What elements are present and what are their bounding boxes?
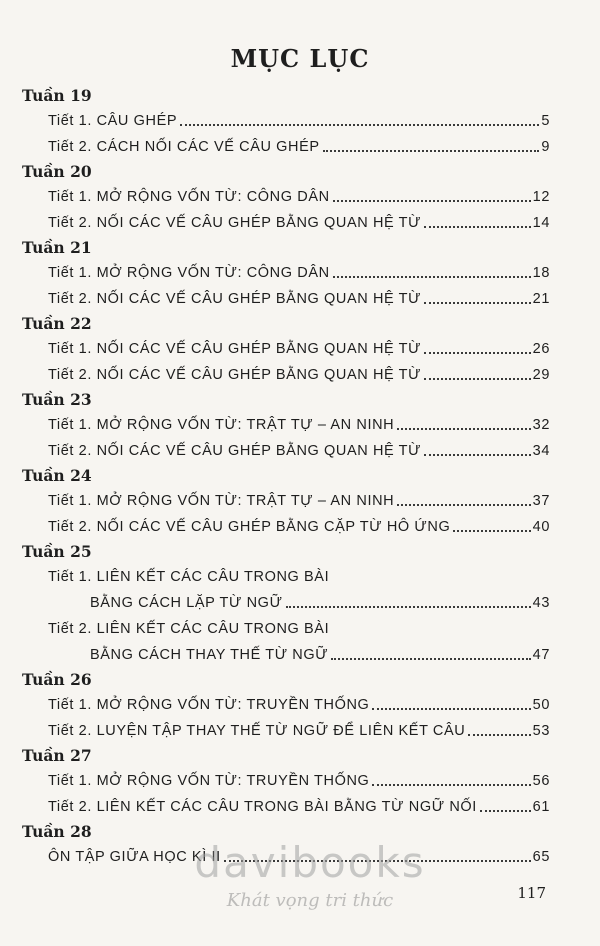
toc-entry-page: 14 xyxy=(532,215,550,231)
dot-leader xyxy=(424,302,531,304)
toc-entry-title: Tiết 1. MỞ RỘNG VỐN TỪ: CÔNG DÂN xyxy=(48,265,330,281)
dot-leader xyxy=(372,708,530,710)
dot-leader xyxy=(480,810,531,812)
dot-leader xyxy=(424,454,531,456)
toc-entry-title: Tiết 2. CÁCH NỐI CÁC VẾ CÂU GHÉP xyxy=(48,139,320,155)
week-heading: Tuần 20 xyxy=(22,162,92,181)
dot-leader xyxy=(286,606,531,608)
toc-entry-page: 12 xyxy=(532,189,550,205)
dot-leader xyxy=(333,276,531,278)
toc-entry-title: Tiết 2. NỐI CÁC VẾ CÂU GHÉP BẰNG QUAN HỆ TỪ xyxy=(48,291,422,307)
toc-entry-page: 32 xyxy=(532,417,550,433)
dot-leader xyxy=(424,352,531,354)
week-heading: Tuần 25 xyxy=(22,542,92,561)
toc-entry-title: Tiết 1. NỐI CÁC VẾ CÂU GHÉP BẰNG QUAN HỆ TỪ xyxy=(48,341,422,357)
toc-entry-page: 34 xyxy=(532,443,550,459)
watermark-logo: davibooks xyxy=(194,838,426,887)
toc-entry xyxy=(0,488,600,514)
toc-entry-title: Tiết 1. MỞ RỘNG VỐN TỪ: TRUYỀN THỐNG xyxy=(48,773,370,789)
toc-entry-title: Tiết 2. LIÊN KẾT CÁC CÂU TRONG BÀI BẰNG TỪ NGỮ NỐI xyxy=(48,799,477,815)
toc-entry xyxy=(0,692,600,718)
table-of-contents xyxy=(0,84,600,870)
week-heading: Tuần 26 xyxy=(22,670,92,689)
toc-entry xyxy=(0,362,600,388)
toc-entry-page: 65 xyxy=(532,849,550,865)
dot-leader xyxy=(424,378,531,380)
toc-entry-page: 47 xyxy=(532,647,550,663)
toc-entry-page: 40 xyxy=(532,519,550,535)
toc-entry-title: Tiết 1. MỞ RỘNG VỐN TỪ: TRUYỀN THỐNG xyxy=(48,697,370,713)
week-heading: Tuần 22 xyxy=(22,314,92,333)
toc-entry-continuation: BẰNG CÁCH THAY THẾ TỪ NGỮ xyxy=(90,647,329,663)
toc-entry-title: Tiết 2. NỐI CÁC VẾ CÂU GHÉP BẰNG QUAN HỆ TỪ xyxy=(48,443,422,459)
toc-entry xyxy=(0,438,600,464)
toc-entry-page: 50 xyxy=(532,697,550,713)
toc-entry-title: Tiết 2. NỐI CÁC VẾ CÂU GHÉP BẰNG CẶP TỪ HÔ ỨNG xyxy=(48,519,451,535)
toc-entry xyxy=(0,642,600,668)
toc-entry xyxy=(0,336,600,362)
toc-entry-page: 29 xyxy=(532,367,550,383)
toc-entry-page: 61 xyxy=(532,799,550,815)
dot-leader xyxy=(180,124,539,126)
week-heading: Tuần 27 xyxy=(22,746,92,765)
dot-leader xyxy=(224,860,531,862)
week-heading: Tuần 28 xyxy=(22,822,92,841)
dot-leader xyxy=(323,150,540,152)
week-heading: Tuần 23 xyxy=(22,390,92,409)
week-heading: Tuần 21 xyxy=(22,238,92,257)
toc-entry-continuation: BẰNG CÁCH LẶP TỪ NGỮ xyxy=(90,595,283,611)
toc-entry-title: ÔN TẬP GIỮA HỌC KÌ II xyxy=(48,849,221,865)
toc-entry xyxy=(0,412,600,438)
toc-entry-page: 9 xyxy=(541,139,550,155)
toc-entry xyxy=(0,844,600,870)
dot-leader xyxy=(397,428,530,430)
dot-leader xyxy=(468,734,530,736)
toc-entry-page: 5 xyxy=(541,113,550,129)
dot-leader xyxy=(333,200,531,202)
dot-leader xyxy=(372,784,530,786)
toc-entry xyxy=(0,108,600,134)
toc-entry xyxy=(0,184,600,210)
toc-entry xyxy=(0,768,600,794)
dot-leader xyxy=(424,226,531,228)
toc-entry-title: Tiết 1. MỞ RỘNG VỐN TỪ: TRẬT TỰ – AN NINH xyxy=(48,493,395,509)
toc-entry-page: 37 xyxy=(532,493,550,509)
toc-entry-title: Tiết 2. LUYỆN TẬP THAY THẾ TỪ NGỮ ĐỂ LIÊN KẾT CÂU xyxy=(48,723,466,739)
toc-entry-title: Tiết 2. NỐI CÁC VẾ CÂU GHÉP BẰNG QUAN HỆ TỪ xyxy=(48,367,422,383)
toc-entry-page: 53 xyxy=(532,723,550,739)
toc-entry xyxy=(0,514,600,540)
page-number: 117 xyxy=(517,884,546,902)
week-heading: Tuần 24 xyxy=(22,466,92,485)
watermark-slogan: Khát vọng tri thức xyxy=(226,890,394,911)
toc-entry-title: Tiết 1. CÂU GHÉP xyxy=(48,113,178,129)
toc-entry xyxy=(0,794,600,820)
dot-leader xyxy=(453,530,530,532)
dot-leader xyxy=(331,658,530,660)
toc-entry-title: Tiết 1. MỞ RỘNG VỐN TỪ: TRẬT TỰ – AN NINH xyxy=(48,417,395,433)
week-heading: Tuần 19 xyxy=(22,86,92,105)
toc-entry xyxy=(0,718,600,744)
toc-entry-title: Tiết 2. LIÊN KẾT CÁC CÂU TRONG BÀI xyxy=(48,621,330,637)
page-title: MỤC LỤC xyxy=(230,44,370,73)
toc-entry-page: 21 xyxy=(532,291,550,307)
toc-entry-page: 18 xyxy=(532,265,550,281)
toc-entry xyxy=(0,134,600,160)
toc-entry-page: 56 xyxy=(532,773,550,789)
toc-entry xyxy=(0,210,600,236)
toc-entry-title: Tiết 1. LIÊN KẾT CÁC CÂU TRONG BÀI xyxy=(48,569,330,585)
toc-entry xyxy=(0,286,600,312)
toc-entry-page: 26 xyxy=(532,341,550,357)
toc-entry xyxy=(0,260,600,286)
toc-entry-page: 43 xyxy=(532,595,550,611)
toc-entry-title: Tiết 2. NỐI CÁC VẾ CÂU GHÉP BẰNG QUAN HỆ TỪ xyxy=(48,215,422,231)
dot-leader xyxy=(397,504,530,506)
toc-entry-title: Tiết 1. MỞ RỘNG VỐN TỪ: CÔNG DÂN xyxy=(48,189,330,205)
toc-entry xyxy=(0,590,600,616)
